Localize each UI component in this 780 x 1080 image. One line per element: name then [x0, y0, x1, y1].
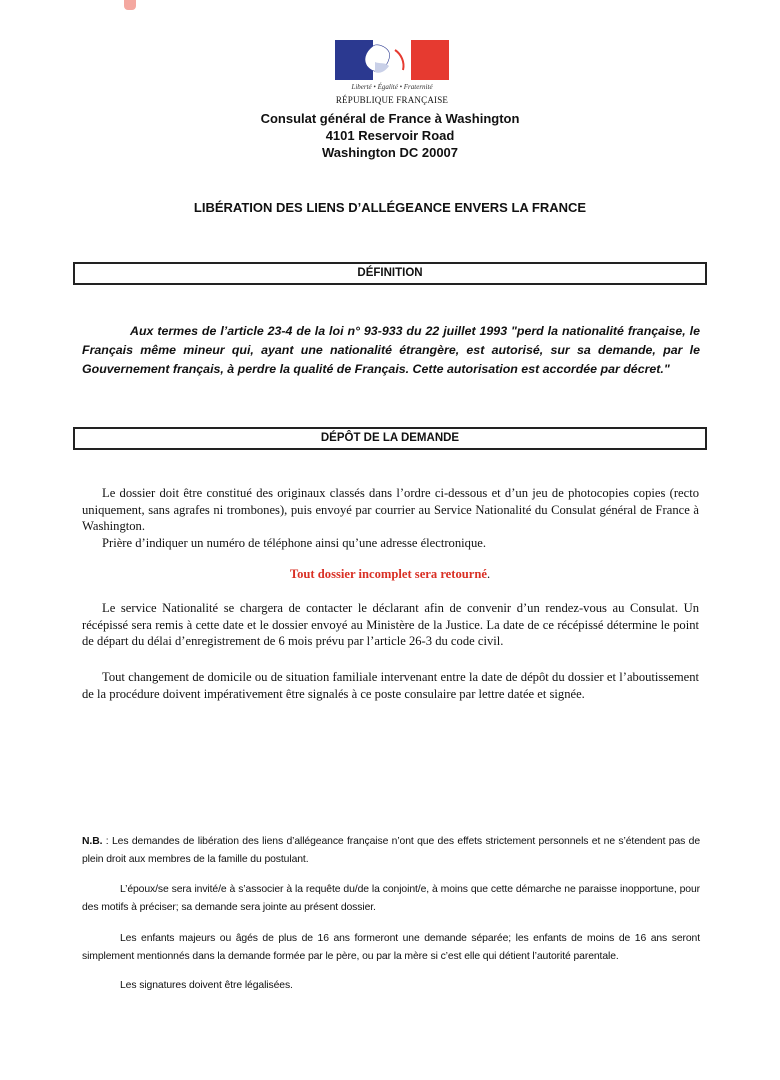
marianne-logo: [335, 40, 449, 108]
address-line-1: 4101 Reservoir Road: [325, 128, 455, 143]
incomplete-warning-text: Tout dossier incomplet sera retourné: [289, 567, 487, 581]
spouse-note-block: [82, 881, 700, 917]
depot-paragraph-1: Le dossier doit être constitué des originaux classés dans l’ordre ci-dessous et d’un jeu de photocopies copies (recto uniquement, sans agrafes ni trombones), puis envoyé par courrier au Service Nationalité du Consulat général de France à Washington.: [82, 486, 699, 533]
nb-note: [82, 833, 700, 869]
incomplete-warning-period: .: [486, 567, 491, 581]
document-title: LIBÉRATION DES LIENS D’ALLÉGEANCE ENVERS LA FRANCE: [193, 200, 587, 215]
section-heading-definition: DÉFINITION: [73, 262, 707, 285]
children-note: Les enfants majeurs ou âgés de plus de 16 ans formeront une demande séparée; les enfants de moins de 16 ans seront simplement mentionnés dans la demande formée par le père, ou par la mère si c’est elle qui détient l’autorité parentale.: [82, 933, 700, 962]
children-note-block: [82, 930, 700, 966]
section-heading-depot: DÉPÔT DE LA DEMANDE: [73, 427, 707, 450]
consulate-name: Consulat général de France à Washington: [260, 111, 520, 126]
nb-text: : Les demandes de libération des liens d’allégeance française n’ont que des effets strictement personnels et ne s’étendent pas de plein droit aux membres de la famille du postulant.: [82, 836, 700, 865]
logo-motto: Liberté • Égalité • Fraternité: [351, 83, 433, 91]
depot-intro: [82, 485, 699, 551]
spouse-note: L’époux/se sera invité/e à s’associer à la requête du/de la conjoint/e, à moins que cette démarche ne paraisse inopportune, pour des motifs à préciser; sa demande sera jointe au présent dossier.: [82, 884, 700, 913]
depot-paragraph-3-block: [82, 600, 699, 650]
marianne-flag-icon: [335, 40, 449, 80]
depot-paragraph-4: Tout changement de domicile ou de situation familiale intervenant entre la date de dépôt du dossier et l’aboutissement de la procédure doivent impérativement être signalés à ce poste consulaire par lettre datée et signée.: [82, 670, 699, 701]
depot-paragraph-3: Le service Nationalité se chargera de contacter le déclarant afin de convenir d’un rendez-vous au Consulat. Un récépissé sera remis à cette date et le dossier envoyé au Ministère de la Justice. La date de ce récépissé détermine le point de départ du délai d’enregistrement de 6 mois prévu par l’article 26-3 du code civil.: [82, 601, 699, 648]
nb-label: N.B.: [82, 836, 103, 847]
address-line-2: Washington DC 20007: [321, 145, 459, 160]
signatures-note: Les signatures doivent être légalisées.: [120, 980, 293, 991]
signatures-note-block: [82, 977, 700, 995]
consulate-header: [0, 110, 780, 161]
definition-quote: Aux termes de l’article 23-4 de la loi n° 93-933 du 22 juillet 1993 "perd la nationalité française, le Français même mineur qui, ayant une nationalité étrangère, est autorisé, sur sa demande, par le Gouvernement français, à perdre la qualité de Français. Cette autorisation est accordée par décret.": [82, 324, 700, 376]
logo-republic: RÉPUBLIQUE FRANÇAISE: [335, 95, 449, 105]
depot-paragraph-4-block: [82, 669, 699, 702]
incomplete-warning: [0, 567, 780, 582]
corner-mark: [124, 0, 136, 10]
depot-paragraph-2: Prière d’indiquer un numéro de téléphone ainsi qu’une adresse électronique.: [102, 535, 486, 550]
